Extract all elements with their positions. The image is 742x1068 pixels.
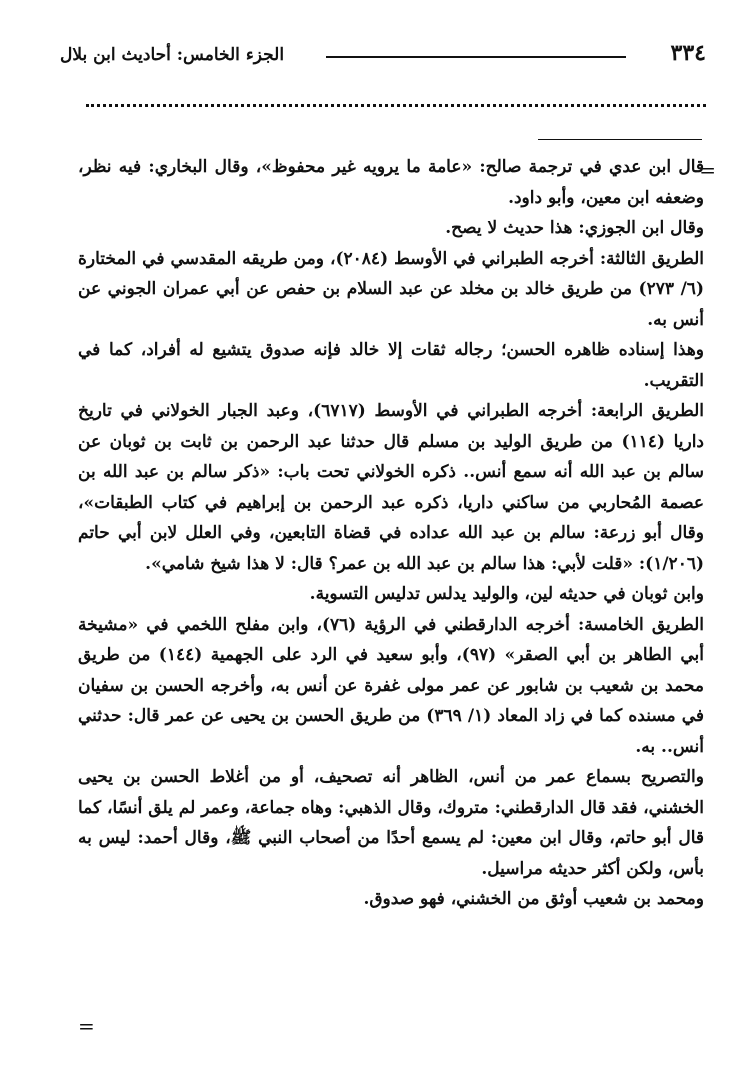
continuation-mark: = (699, 158, 716, 182)
page-number: ٣٣٤ (670, 40, 706, 66)
footnote-rule (538, 139, 702, 140)
paragraph: ومحمد بن شعيب أوثق من الخشني، فهو صدوق. (363, 889, 704, 909)
header-rule (326, 56, 626, 58)
running-title: الجزء الخامس: أحاديث ابن بلال (60, 45, 285, 65)
dotted-separator (86, 104, 706, 107)
paragraph: وقال ابن الجوزي: هذا حديث لا يصح. (445, 218, 704, 238)
paragraph: وابن ثوبان في حديثه لين، والوليد يدلس تدليس التسوية. (309, 584, 704, 604)
footnote-body (78, 152, 704, 915)
paragraph: الطريق الرابعة: أخرجه الطبراني في الأوسط (٦٧١٧)، وعبد الجبار الخولاني في تاريخ داريا (١١٤) من طريق الوليد بن مسلم قال حدثنا عبد الرحمن بن ثابت بن ثوبان عن سالم بن عبد الله أنه سمع أنس.. ذكره الخولاني تحت باب: «ذكر سالم بن عبد الله بن عصمة المُحاربي من ساكني داريا، ذكره عبد الرحمن بن إبراهيم في كتاب الطبقات»، وقال أبو زرعة: سالم بن عبد الله عداده في قضاة التابعين، وفي العلل لابن أبي حاتم (١/٢٠٦): «قلت لأبي: هذا سالم بن عبد الله بن عمر؟ قال: لا هذا شيخ شامي». (78, 401, 704, 574)
paragraph: الطريق الخامسة: أخرجه الدارقطني في الرؤية (٧٦)، وابن مفلح اللخمي في «مشيخة أبي الطاهر بن أبي الصقر» (٩٧)، وأبو سعيد في الرد على الجهمية (١٤٤) من طريق محمد بن شعيب بن شابور عن عمر مولى غفرة عن أنس به، وأخرجه الحسن بن سفيان في مسنده كما في زاد المعاد (١/ ٣٦٩) من طريق الحسن بن يحيى عن عمر قال: حدثني أنس.. به. (78, 614, 704, 757)
paragraph: والتصريح بسماع عمر من أنس، الظاهر أنه تصحيف، أو من أغلاط الحسن بن يحيى الخشني، فقد قال الدارقطني: متروك، وقال الذهبي: وهاه جماعة، وعمر لم يلق أنسًا، كما قال أبو حاتم، وقال ابن معين: لم يسمع أحدًا من أصحاب النبي ﷺ، وقال أحمد: ليس به بأس، ولكن أكثر حديثه مراسيل. (78, 767, 704, 879)
end-continuation-mark: = (78, 1014, 95, 1038)
paragraph: قال ابن عدي في ترجمة صالح: «عامة ما يرويه غير محفوظ»، وقال البخاري: فيه نظر، وضعفه ابن معين، وأبو داود. (78, 157, 704, 208)
page-header (60, 36, 706, 76)
paragraph: وهذا إسناده ظاهره الحسن؛ رجاله ثقات إلا خالد فإنه صدوق يتشيع له أفراد، كما في التقريب. (78, 340, 704, 391)
paragraph: الطريق الثالثة: أخرجه الطبراني في الأوسط (٢٠٨٤)، ومن طريقه المقدسي في المختارة (٦/ ٢٧٣) من طريق خالد بن مخلد عن عبد السلام بن حفص عن أبي عمران الجوني عن أنس به. (78, 248, 705, 330)
